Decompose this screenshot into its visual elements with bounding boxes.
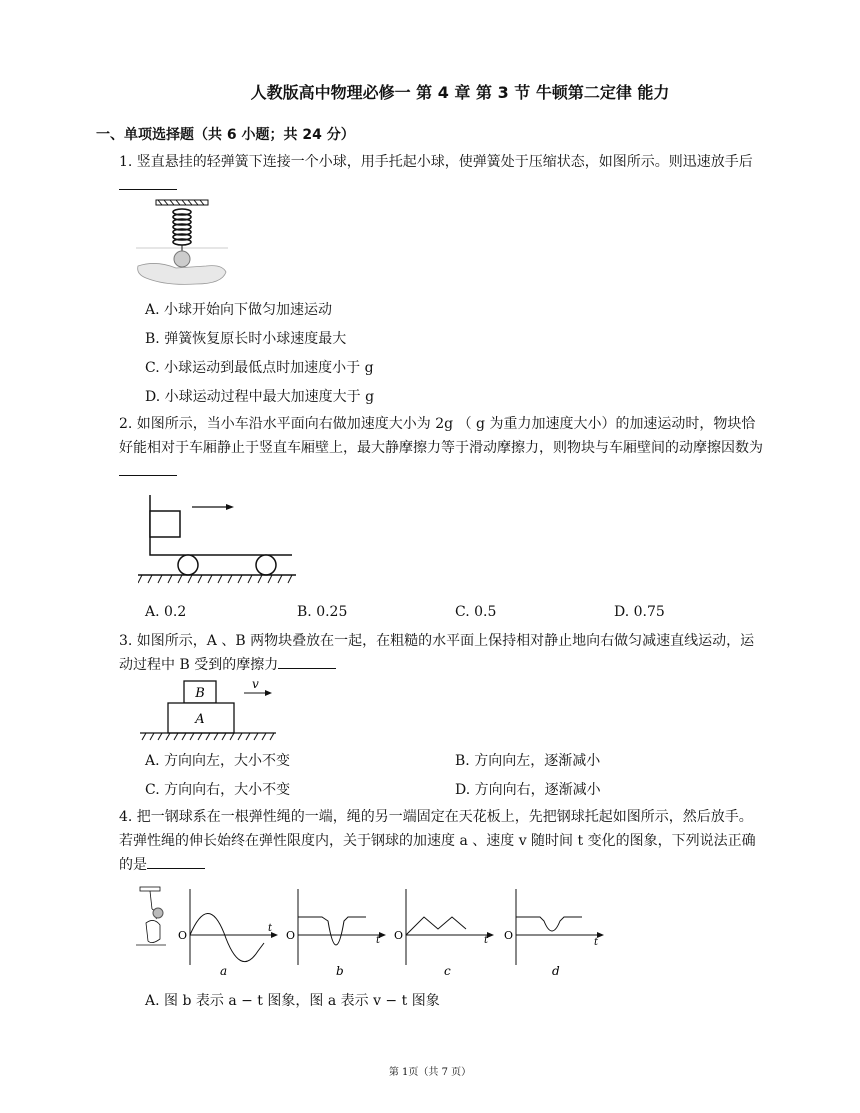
q2-option-d: D. 0.75 — [614, 604, 665, 620]
graph-a-origin: O — [178, 929, 188, 942]
q2-option-a: A. 0.2 — [145, 604, 187, 620]
question-1-text: 1. 竖直悬挂的轻弹簧下连接一个小球，用手托起小球，使弹簧处于压缩状态，如图所示。则迅速放手后 — [119, 154, 753, 170]
q2-option-c: C. 0.5 — [455, 604, 497, 620]
q4-option-a: A. 图 b 表示 a − t 图象，图 a 表示 v − t 图象 — [145, 993, 440, 1009]
q1-option-a: A. 小球开始向下做匀加速运动 — [145, 302, 333, 318]
question-2-stem — [119, 412, 764, 484]
graph-b-origin: O — [286, 929, 296, 942]
question-3-text: 3. 如图所示，A 、B 两物块叠放在一起，在粗糙的水平面上保持相对静止地向右做匀减速直线运动，运动过程中 B 受到的摩擦力 — [119, 633, 755, 673]
stacked-blocks-figure — [140, 678, 278, 744]
page-footer: 第 1页（共 7 页） — [388, 1067, 472, 1078]
answer-blank — [119, 175, 177, 190]
ball-on-elastic-figure — [136, 887, 166, 945]
q1-option-b: B. 弹簧恢复原长时小球速度最大 — [145, 331, 347, 347]
question-4-stem — [119, 805, 764, 877]
graph-d-origin: O — [504, 929, 514, 942]
cart-figure — [138, 495, 298, 590]
q1-option-c: C. 小球运动到最低点时加速度小于 g — [145, 360, 374, 376]
graph-a-caption: a — [220, 964, 228, 978]
graph-a-t-label: t — [268, 923, 273, 934]
graph-c-origin: O — [394, 929, 404, 942]
graph-c — [394, 889, 494, 978]
question-1-stem — [119, 150, 764, 198]
graph-b-caption: b — [336, 964, 344, 978]
graphs-figure — [136, 883, 611, 983]
q2-option-b: B. 0.25 — [297, 604, 348, 620]
question-3-stem — [119, 629, 764, 677]
spring-ball-figure — [136, 198, 228, 290]
page-title: 人教版高中物理必修一 第 4 章 第 3 节 牛顿第二定律 能力 — [250, 83, 670, 102]
graph-d-t-label: t — [594, 937, 599, 948]
block-b-label: B — [195, 686, 205, 701]
graph-a — [178, 889, 278, 978]
q3-option-c: C. 方向向右，大小不变 — [145, 782, 291, 798]
answer-blank — [119, 461, 177, 476]
answer-blank — [278, 654, 336, 669]
section-heading: 一、单项选择题（共 6 小题；共 24 分） — [96, 127, 355, 143]
question-4-text: 4. 把一钢球系在一根弹性绳的一端，绳的另一端固定在天花板上，先把钢球托起如图所示，然后放手。若弹性绳的伸长始终在弹性限度内，关于钢球的加速度 a 、速度 v 随时间 t 变化的图象，下列说法正确的是 — [119, 809, 756, 873]
graph-b — [286, 889, 386, 978]
q1-option-d: D. 小球运动过程中最大加速度大于 g — [145, 389, 375, 405]
velocity-label: v — [252, 678, 259, 691]
q3-option-b: B. 方向向左，逐渐减小 — [455, 753, 601, 769]
graph-b-t-label: t — [376, 935, 381, 946]
answer-blank — [147, 854, 205, 869]
graph-c-t-label: t — [484, 935, 489, 946]
graph-d-caption: d — [552, 964, 560, 978]
graph-c-caption: c — [444, 964, 451, 978]
block-a-label: A — [195, 712, 205, 727]
q3-option-d: D. 方向向右，逐渐减小 — [455, 782, 601, 798]
question-2-text: 2. 如图所示，当小车沿水平面向右做加速度大小为 2g （ g 为重力加速度大小）的加速运动时，物块恰好能相对于车厢静止于竖直车厢壁上，最大静摩擦力等于滑动摩擦力，则物块与车厢壁间的动摩擦因数为 — [119, 416, 763, 456]
q3-option-a: A. 方向向左，大小不变 — [145, 753, 291, 769]
graph-d — [504, 889, 604, 978]
